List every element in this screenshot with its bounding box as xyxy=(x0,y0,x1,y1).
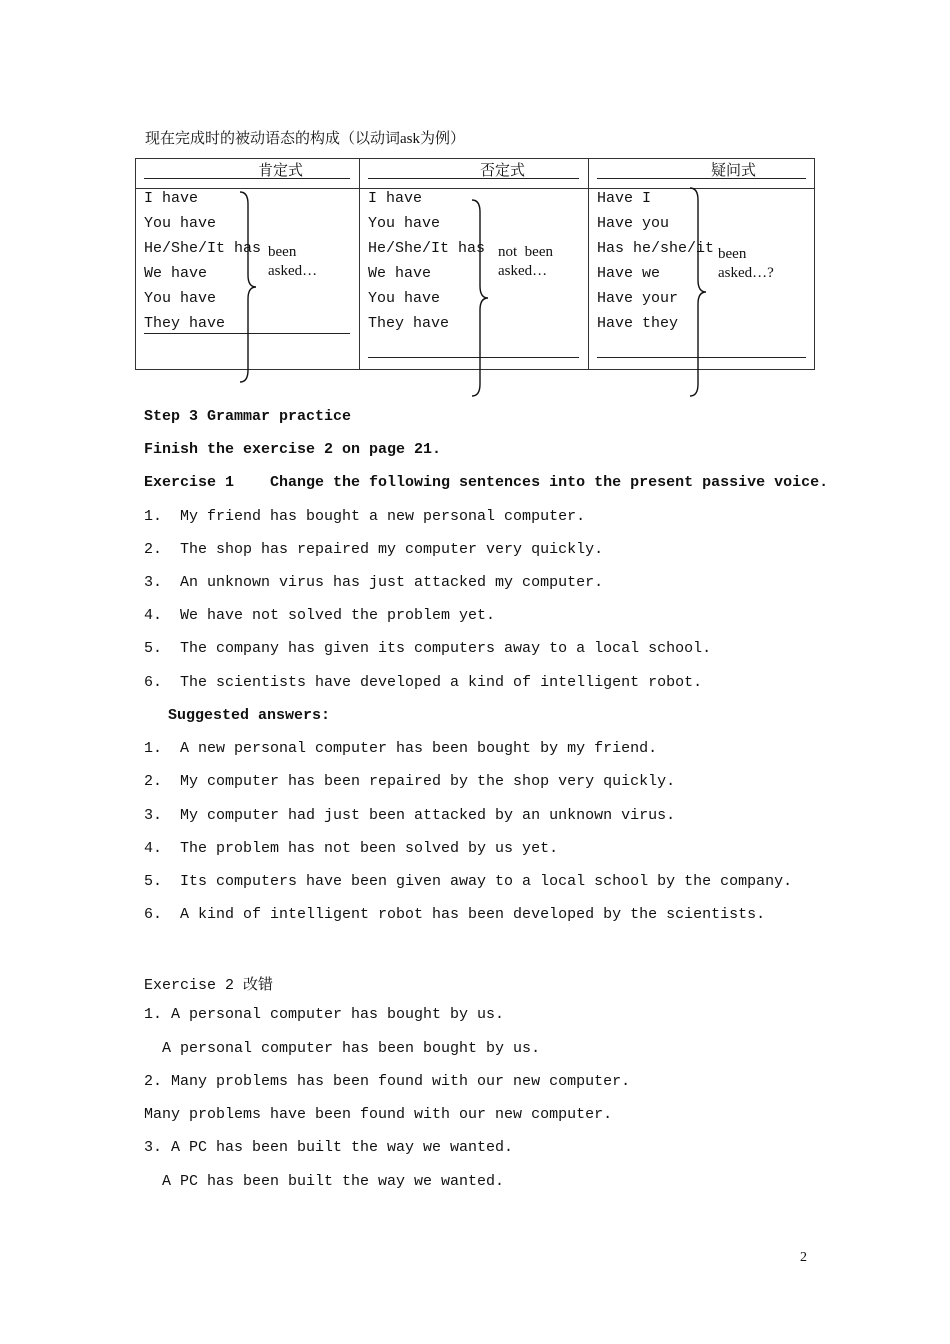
brace-negative xyxy=(468,198,490,400)
list-item: 3. An unknown virus has just attacked my computer. xyxy=(144,574,604,591)
list-item: 1. A personal computer has bought by us. xyxy=(144,1006,505,1023)
list-item: 2. The shop has repaired my computer very quickly. xyxy=(144,541,604,558)
tail-asked-question: asked…? xyxy=(718,265,774,281)
list-item: 2. Many problems has been found with our new computer. xyxy=(144,1073,631,1090)
header-cell-affirmative xyxy=(136,159,360,189)
header-cell-interrogative xyxy=(588,159,814,189)
list-item: 5. The company has given its computers away to a local school. xyxy=(144,640,712,657)
table-row: They have xyxy=(368,315,450,332)
table-row: Have they xyxy=(597,315,679,332)
header-rule xyxy=(597,178,806,179)
table-row: Have you xyxy=(597,215,670,232)
table-row: I have xyxy=(144,190,199,207)
exercise1-heading: Exercise 1 Change the following sentences into the present passive voice. xyxy=(144,474,829,491)
table-row: I have xyxy=(368,190,423,207)
table-row: You have xyxy=(144,290,217,307)
header-cell-negative xyxy=(360,159,588,189)
header-affirmative: 肯定式 xyxy=(258,163,304,179)
table-row: Have I xyxy=(597,190,652,207)
list-item: A personal computer has been bought by us. xyxy=(144,1040,541,1057)
section-title: 现在完成时的被动语态的构成（以动词ask为例） xyxy=(145,131,465,147)
list-item: 6. The scientists have developed a kind of intelligent robot. xyxy=(144,674,703,691)
brace-affirmative xyxy=(236,190,258,385)
page-number: 2 xyxy=(800,1250,807,1265)
exercise2-heading: Exercise 2 改错 xyxy=(144,977,274,994)
list-item: 1. My friend has bought a new personal computer. xyxy=(144,508,586,525)
table-row: Have your xyxy=(597,290,679,307)
tail-been: been xyxy=(718,246,747,262)
list-item: 4. The problem has not been solved by us yet. xyxy=(144,840,559,857)
brace-interrogative xyxy=(686,186,708,400)
table-row: They have xyxy=(144,315,226,332)
list-item: 4. We have not solved the problem yet. xyxy=(144,607,496,624)
header-rule xyxy=(144,178,350,179)
tail-not-been: not been xyxy=(498,244,553,260)
step3-heading: Step 3 Grammar practice xyxy=(144,408,352,425)
answers-heading: Suggested answers: xyxy=(168,707,331,724)
list-item: A PC has been built the way we wanted. xyxy=(144,1173,505,1190)
step3-instruction: Finish the exercise 2 on page 21. xyxy=(144,441,442,458)
header-interrogative: 疑问式 xyxy=(711,163,757,179)
table-row: He/She/It has xyxy=(144,240,262,257)
table-row: Have we xyxy=(597,265,661,282)
list-item: 3. My computer had just been attacked by an unknown virus. xyxy=(144,807,676,824)
list-item: 5. Its computers have been given away to a local school by the company. xyxy=(144,873,793,890)
list-item: Many problems have been found with our new computer. xyxy=(144,1106,613,1123)
table-row: Has he/she/it xyxy=(597,240,715,257)
tail-been: been xyxy=(268,244,297,260)
list-item: 6. A kind of intelligent robot has been developed by the scientists. xyxy=(144,906,766,923)
header-rule xyxy=(368,178,579,179)
tail-asked: asked… xyxy=(268,263,318,279)
list-item: 3. A PC has been built the way we wanted. xyxy=(144,1139,514,1156)
table-row: We have xyxy=(144,265,208,282)
list-item: 2. My computer has been repaired by the shop very quickly. xyxy=(144,773,676,790)
header-negative: 否定式 xyxy=(480,163,526,179)
table-row: We have xyxy=(368,265,432,282)
table-row: You have xyxy=(368,290,441,307)
tail-asked: asked… xyxy=(498,263,548,279)
table-row: He/She/It has xyxy=(368,240,486,257)
list-item: 1. A new personal computer has been bought by my friend. xyxy=(144,740,658,757)
table-row: You have xyxy=(144,215,217,232)
table-row: You have xyxy=(368,215,441,232)
